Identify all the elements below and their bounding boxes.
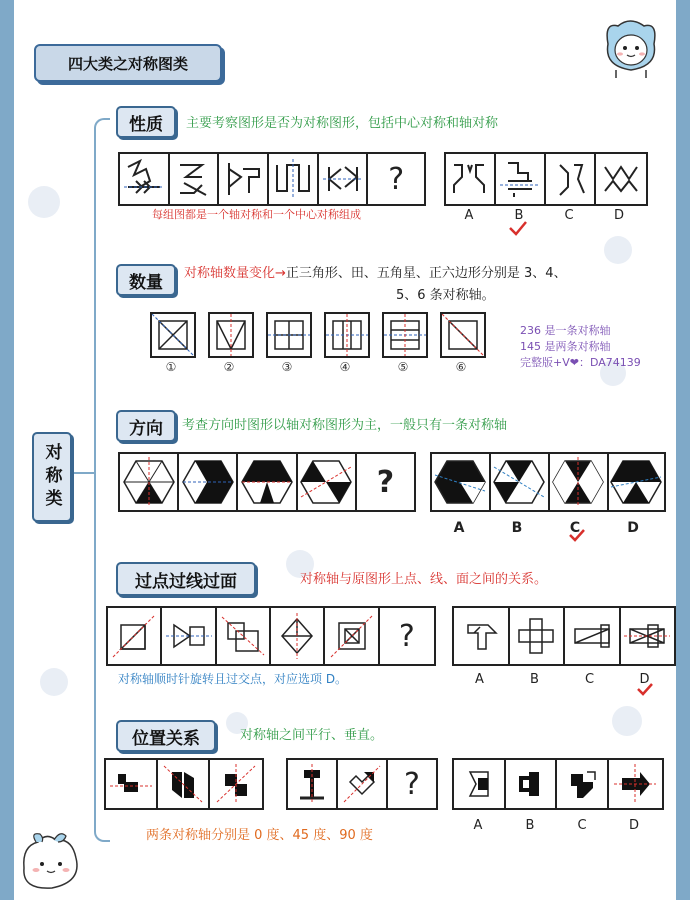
count-number-2: ② <box>223 360 235 374</box>
position-group-2 <box>286 758 438 810</box>
question-mark: ? <box>404 766 420 802</box>
position-options-strip <box>452 758 664 810</box>
direction-figure-4 <box>298 454 357 510</box>
property-figure-4 <box>269 154 319 204</box>
property-option-d[interactable] <box>596 154 646 204</box>
decor-dot <box>28 186 60 218</box>
property-options-strip <box>444 152 648 206</box>
position-option-d[interactable] <box>609 760 662 808</box>
option-label-d: D <box>627 520 639 536</box>
position-figure-4 <box>288 760 338 808</box>
option-label-c: C <box>584 672 595 687</box>
count-description-line2: 5、6 条对称轴。 <box>396 288 495 303</box>
option-label-c: C <box>577 818 587 833</box>
count-number-4: ④ <box>339 360 351 374</box>
section-tag-property: 性质 <box>116 106 176 138</box>
position-figure-1 <box>106 760 158 808</box>
option-label-b: B <box>525 818 535 833</box>
count-figure-6 <box>440 312 486 358</box>
count-figure-4 <box>324 312 370 358</box>
position-option-labels <box>452 818 660 833</box>
mascot-icon <box>16 828 86 894</box>
direction-option-b[interactable] <box>491 454 550 510</box>
position-option-c[interactable] <box>557 760 609 808</box>
option-label-d: D <box>639 672 650 687</box>
section-tag-direction: 方向 <box>116 410 176 442</box>
direction-option-c[interactable] <box>550 454 609 510</box>
section-tag-position: 位置关系 <box>116 720 216 752</box>
section-tag-count: 数量 <box>116 264 176 296</box>
property-description: 主要考察图形是否为对称图形，包括中心对称和轴对称 <box>186 116 499 131</box>
position-option-a[interactable] <box>454 760 506 808</box>
property-figure-2 <box>170 154 220 204</box>
direction-option-a[interactable] <box>432 454 491 510</box>
option-label-a: A <box>453 520 465 536</box>
mascot-icon <box>600 14 662 80</box>
section-bracket <box>94 118 110 842</box>
position-option-b[interactable] <box>506 760 558 808</box>
option-label-d: D <box>613 208 624 223</box>
left-border-stripe <box>0 0 14 900</box>
count-figure-2 <box>208 312 254 358</box>
option-label-c: C <box>569 520 581 536</box>
option-label-d: D <box>628 818 639 833</box>
section-bracket-connector <box>70 472 94 474</box>
position-question-cell <box>388 760 436 808</box>
points-figure-4 <box>271 608 325 664</box>
direction-figure-2 <box>179 454 238 510</box>
property-question-strip <box>118 152 426 206</box>
check-mark-icon <box>568 528 586 542</box>
option-label-a: A <box>475 672 484 687</box>
count-side-note-1: 236 是一条对称轴 <box>520 324 611 337</box>
option-label-c: C <box>564 208 574 223</box>
position-figure-3 <box>210 760 262 808</box>
position-group-1 <box>104 758 264 810</box>
option-label-a: A <box>473 818 483 833</box>
count-figure-1 <box>150 312 196 358</box>
question-mark: ? <box>398 618 415 654</box>
position-note: 两条对称轴分别是 0 度、45 度、90 度 <box>146 828 373 843</box>
points-description: 对称轴与原图形上点、线、面之间的关系。 <box>300 572 548 587</box>
decor-dot <box>612 706 642 736</box>
points-figure-1 <box>108 608 162 664</box>
property-question-cell <box>368 154 424 204</box>
count-side-note-2: 145 是两条对称轴 <box>520 340 611 353</box>
count-number-1: ① <box>165 360 177 374</box>
points-option-c[interactable] <box>565 608 621 664</box>
option-label-b: B <box>530 672 539 687</box>
count-number-5: ⑤ <box>397 360 409 374</box>
points-question-cell <box>380 608 434 664</box>
property-option-b[interactable] <box>496 154 546 204</box>
decor-dot <box>40 668 68 696</box>
count-figure-5 <box>382 312 428 358</box>
option-label-b: B <box>511 520 523 536</box>
side-category-label: 对称类 <box>32 432 72 522</box>
direction-question-strip <box>118 452 416 512</box>
position-figure-5 <box>338 760 388 808</box>
points-note: 对称轴顺时针旋转且过交点，对应选项 D。 <box>118 672 348 686</box>
option-label-a: A <box>464 208 474 223</box>
property-option-c[interactable] <box>546 154 596 204</box>
count-number-3: ③ <box>281 360 293 374</box>
points-figure-3 <box>217 608 271 664</box>
check-mark-icon <box>636 682 654 696</box>
count-description-black: 正三角形、田、五角星、正六边形分别是 3、4、 <box>285 266 567 281</box>
count-number-6: ⑥ <box>455 360 467 374</box>
direction-figure-3 <box>238 454 297 510</box>
position-description: 对称轴之间平行、垂直。 <box>240 728 384 743</box>
points-figure-2 <box>162 608 216 664</box>
property-figure-3 <box>219 154 269 204</box>
check-mark-icon <box>508 220 528 236</box>
points-option-a[interactable] <box>454 608 510 664</box>
direction-option-labels <box>430 520 662 536</box>
property-option-labels <box>444 208 644 223</box>
section-tag-points: 过点过线过面 <box>116 562 256 596</box>
direction-options-strip <box>430 452 666 512</box>
question-mark: ? <box>376 464 395 500</box>
decor-dot <box>604 236 632 264</box>
position-figure-2 <box>158 760 210 808</box>
direction-figure-1 <box>120 454 179 510</box>
option-label-b: B <box>514 208 524 223</box>
property-figure-5 <box>319 154 369 204</box>
property-figure-1 <box>120 154 170 204</box>
points-question-strip <box>106 606 436 666</box>
points-figure-5 <box>325 608 379 664</box>
points-option-b[interactable] <box>510 608 566 664</box>
right-border-stripe <box>676 0 690 900</box>
points-option-d[interactable] <box>621 608 675 664</box>
direction-description: 考查方向时图形以轴对称图形为主，一般只有一条对称轴 <box>182 418 508 433</box>
count-figure-3 <box>266 312 312 358</box>
page-title: 四大类之对称图类 <box>34 44 222 82</box>
property-note: 每组图都是一个轴对称和一个中心对称组成 <box>152 208 361 221</box>
count-description-red: 对称轴数量变化→ <box>184 266 286 281</box>
points-options-strip <box>452 606 676 666</box>
question-mark: ? <box>388 161 405 197</box>
property-option-a[interactable] <box>446 154 496 204</box>
count-side-note-3: 完整版+V❤：DA74139 <box>520 356 641 369</box>
direction-question-cell <box>357 454 414 510</box>
count-description <box>184 262 567 281</box>
direction-option-d[interactable] <box>609 454 664 510</box>
